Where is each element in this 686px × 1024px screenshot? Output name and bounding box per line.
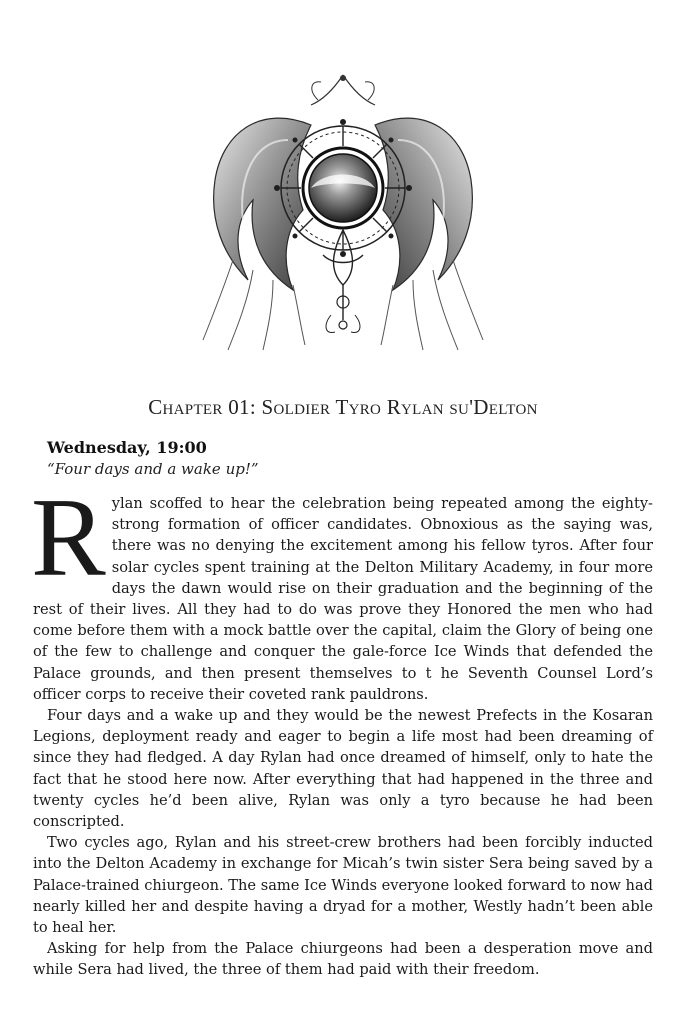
chapter-body <box>31 476 653 981</box>
scene-day-time: Wednesday, 19:00 <box>47 438 207 457</box>
paragraph: Asking for help from the Palace chiurgeons had been a desperation move and while Sera had lived, the three of them had paid with their freedom. <box>33 940 653 979</box>
paragraph: Two cycles ago, Rylan and his street-crew brothers had been forcibly inducted into the Delton Academy in exchange for Micah’s twin sister Sera being saved by a Palace-trained chiurgeon. The same Ice Winds everyone looked forward to now had nearly killed her and despite having a dryad for a mother, Westly hadn’t been able to heal her. <box>33 834 653 937</box>
scene-header <box>47 437 259 479</box>
scene-tagline: “Four days and a wake up!” <box>47 460 259 478</box>
paragraph: Four days and a wake up and they would be the newest Prefects in the Kosaran Legions, deployment ready and eager to begin a life most had been dreaming of since they had fledged. A day Rylan had once dreamed of himself, only to hate the fact that he stood here now. After everything that had happened in the three and twenty cycles he’d been alive, Rylan was only a tyro because he had been conscripted. <box>33 707 653 831</box>
paragraph-text: ylan scoffed to hear the celebration being repeated among the eighty-strong formation of officer candidates. Obnoxious as the saying was, there was no denying the excitement among his fellow tyros. After four solar cycles spent training at the Delton Military Academy, in four more days the dawn would rise on their graduation and the beginning of the rest of their lives. All they had to do was prove they Honored the men who had come before them with a mock battle over the capital, claim the Glory of being one of the few to challenge and conquer the gale-force Ice Winds that defended the Palace grounds, and then present themselves to t he Seventh Counsel Lord’s officer corps to receive their coveted rank pauldrons. <box>33 495 653 703</box>
drop-cap: R <box>31 476 106 600</box>
winged-orb-ornament-icon <box>193 70 493 360</box>
chapter-title: Chapter 01: Soldier Tyro Rylan su'Delton <box>148 395 538 419</box>
paragraph <box>31 476 653 705</box>
